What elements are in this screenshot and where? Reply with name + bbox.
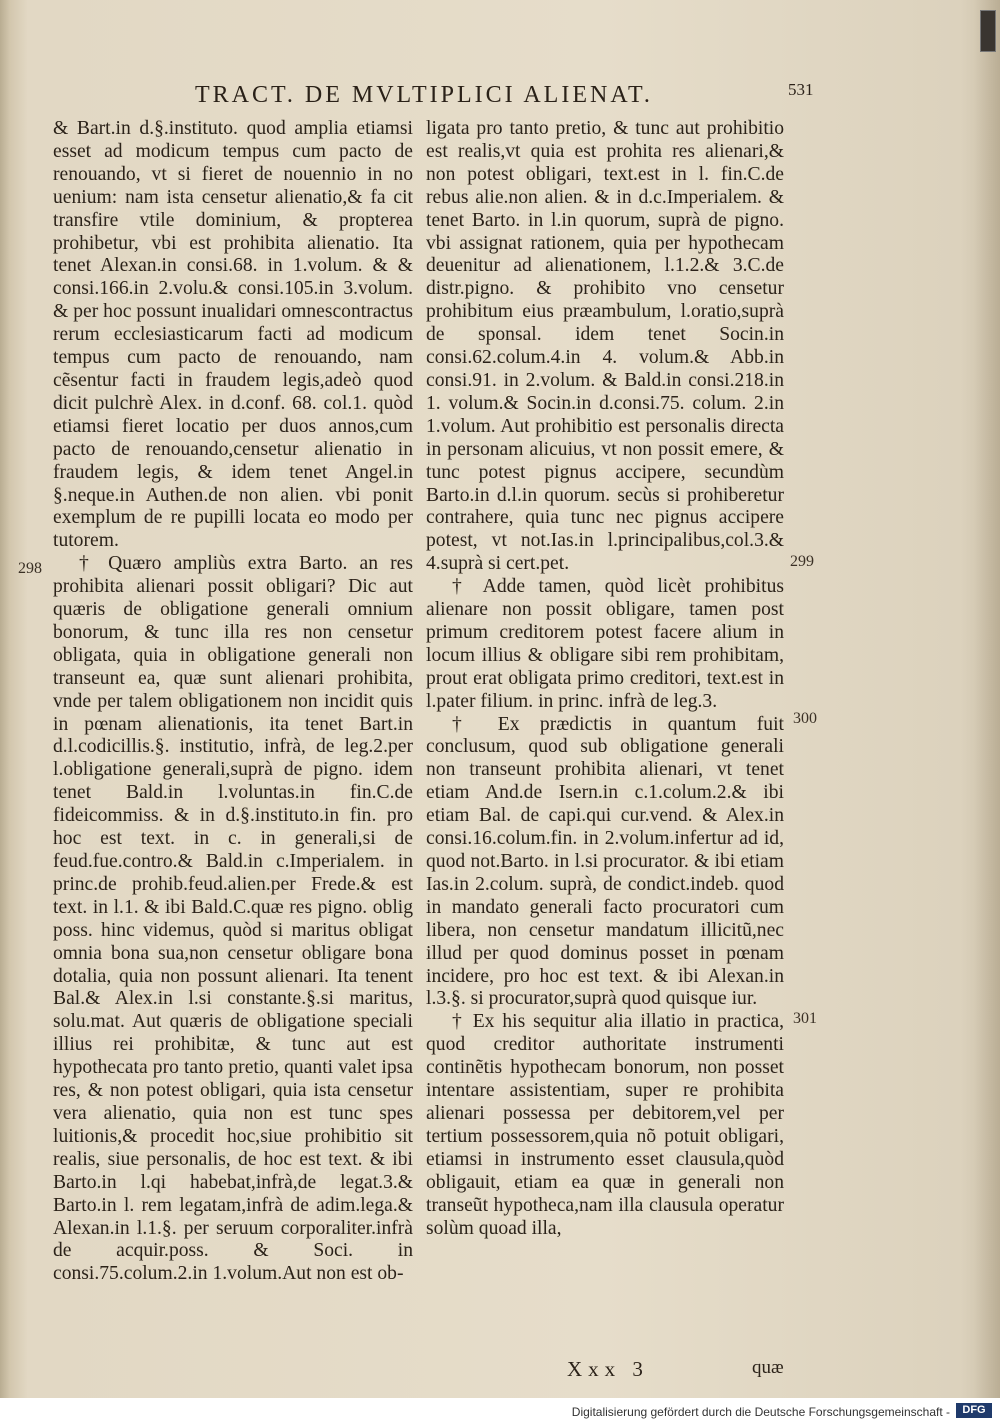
marginal-number: 299 xyxy=(790,553,814,570)
paragraph: † Ex his sequitur alia illatio in practica, quod creditor authoritate instrumenti continẽtis hypothecam bonorum, non posset intentare assistentiam, super re prohibita alienari possessa per debitorem,vel per tertium possessorem,quia nõ potuit obligari, etiamsi in instrumento esset clausula,quòd obligauit, etiam ea quæ in generali non transeũt hypotheca,nam illa clausula operatur solùm quoad illa, xyxy=(426,1011,784,1239)
paragraph: & Bart.in d.§.instituto. quod amplia etiamsi esset ad modicum tempus cum pacto de renouando, vt si fieret de nouennio in no uenium: nam ista censetur alienatio,& fa cit transfire vtile dominium, & propterea prohibetur, vbi est prohibita alienatio. Ita tenet Alexan.in consi.68. in 1.volum. & & consi.166.in 2.volu.& consi.105.in 3.volum. & per hoc possunt inualidari omnescontractus rerum ecclesiasticarum facti ad modicum tempus cum pacto de renouando, nam cẽsentur facti in fraudem legis,adeò quod dicit pulchrè Alex. in d.conf. 68. col.1. quòd etiamsi fieret locatio per duos annos,cum pacto de renouando,censetur alienatio in fraudem legis, & idem tenet Angel.in §.neque.in Authen.de non alien. vbi ponit exemplum de re pupilli locata eo modo per tutorem. xyxy=(53,118,413,552)
page-number: 531 xyxy=(788,80,814,99)
page-edge-shadow xyxy=(974,0,1000,1398)
paragraph: † Adde tamen, quòd licèt prohibitus alienare non possit obligare, tamen post primum creditorem potest facere alium in locum illius & obligare sibi rem prohibitam, prout erat obligata primo creditori, text.est in l.pater filium. in princ. infrà de leg.3. xyxy=(426,576,784,712)
paragraph: ligata pro tanto pretio, & tunc aut prohibitio est realis,vt quia est prohita res alienari,& non potest obligari, text.est in l. fin.C.de rebus alie.non alien. & in d.c.Imperialem. & tenet Barto. in l.in quorum, suprà de pigno. vbi assignat rationem, quia per hypothecam deuenitur ad alienationem, l.1.2.& 3.C.de distr.pigno. & prohibito vno censetur prohibitum eius præambulum, l.oratio,suprà de sponsal. idem tenet Socin.in consi.62.colum.4.in 4. volum.& Abb.in consi.91. in 2.volum. & Bald.in consi.218.in 1. volum.& Socin.in d.consi.75. colum. 2.in 1.volum. Aut prohibitio est personalis directa in personam alicuius, vt non possit emere, & tunc potest pignus accipere, secundùm Barto.in d.l.in quorum. secùs si prohiberetur contrahere, quia tunc nec pignus accipere potest, vt not.Ias.in l.principalibus,col.3.& 4.suprà si cert.pet. xyxy=(426,118,784,575)
marginal-number: 298 xyxy=(18,560,42,577)
right-text-column xyxy=(426,118,784,1240)
catchword: quæ xyxy=(752,1357,784,1378)
dfg-logo: DFG xyxy=(956,1403,992,1418)
marginal-number: 300 xyxy=(793,710,817,727)
marginal-number: 301 xyxy=(793,1010,817,1027)
paragraph: † Ex prædictis in quantum fuit conclusum, quod sub obligatione generali non transeunt prohibita alienari, vt tenet etiam And.de Isern.in c.1.colum.2.& ibi etiam Bal. de capi.qui cur.vend. & Alex.in consi.16.colum.fin. in 2.volum.infertur ad id, quod not.Barto. in l.si procurator. & ibi etiam Ias.in 2.colum. suprà, de condict.indeb. quod in mandato generali facto procuratori cum libera, non censetur mandatum illicitũ,nec illud per quod dominus posset in pœnam incidere, pro hoc est text. & ibi Alexan.in l.3.§. si procurator,suprà quod quisque iur. xyxy=(426,713,784,1010)
scan-color-target xyxy=(980,10,996,52)
signature-mark: Xxx 3 xyxy=(567,1357,649,1381)
left-text-column xyxy=(53,118,413,1286)
footer-credit: Digitalisierung gefördert durch die Deutsche Forschungsgemeinschaft - xyxy=(571,1405,950,1419)
running-head: TRACT. DE MVLTIPLICI ALIENAT. xyxy=(195,82,653,108)
paragraph: † Quæro ampliùs extra Barto. an res prohibita alienari possit obligari? Dic aut quæris de obligatione generali omnium bonorum, & tunc illa res non censetur obligata, quia in obligatione generali non transeunt ea, quæ sunt alienari prohibita, vnde per talem obligationem non incidit quis in pœnam alienationis, ita tenet Bart.in d.l.codicillis.§. institutio, infrà, de leg.2.per l.obligatione generali,suprà de pigno. idem tenet Bald.in l.voluntas.in fin.C.de fideicommiss. & in d.§.instituto.in fin. pro hoc est text. in c. in generali,si de feud.fue.contro.& Bald.in c.Imperialem. in princ.de prohib.feud.alien.per Frede.& est text. in l.1. & ibi Bald.C.quæ res pigno. oblig poss. hinc videmus, quòd si maritus obligat omnia bona sua,non censetur obligare bona dotalia, quia non possunt alienari. Ita tenent Bal.& Alex.in l.si constante.§.si maritus, solu.mat. Aut quæris de obligatione speciali illius rei prohibitæ, & tunc aut est hypothecata pro tanto pretio, quanti valet ipsa res, & non potest obligari, quia ista censetur vera alienatio, quia non est tunc spes luitionis,& procedit hoc,siue prohibitio sit realis, siue personalis, de hoc est text. & ibi Barto.in l.qi habebat,infrà,de legat.3.& Barto.in l. rem legatam,infrà de adim.lega.& Alexan.in l.1.§. per seruum corporaliter.infrà de acquir.poss. & Soci. in consi.75.colum.2.in 1.volum.Aut non est ob- xyxy=(53,553,413,1285)
